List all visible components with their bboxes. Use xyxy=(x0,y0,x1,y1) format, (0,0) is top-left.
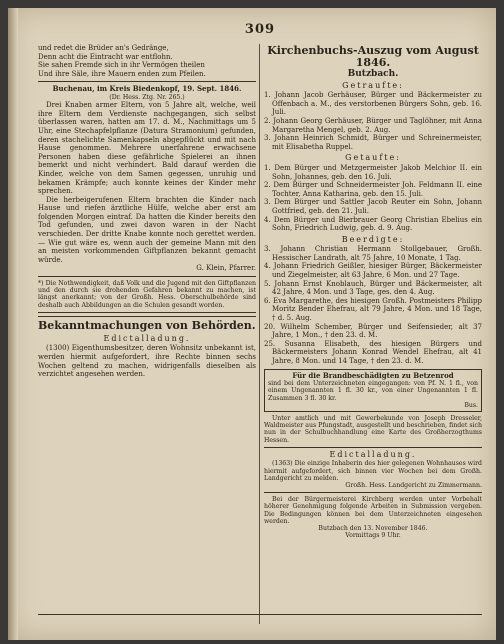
verse-line: Sie sahen Fremde sich in ihr Vermögen theilen xyxy=(38,61,205,70)
group-heading: Getaufte: xyxy=(345,153,401,163)
place-heading: Butzbach. xyxy=(347,69,399,79)
article-paragraph: Die herbeigerufenen Eltern brachten die Kinder nach Hause und riefen ärztliche Hülfe, welche aber erst am folgenden Morgen eintraf. Da hatten die Kinder bereits den Tod gefunden, und zwei davon waren in der Nacht verschieden. Der dritte Knabe konnte noch gerettet werden. — Wie gut wäre es, wenn auch der gemeine Mann mit den an meisten vorkommenden Giftpflanzen bekannt gemacht würde. xyxy=(38,195,256,264)
notice-title: Bekanntmachungen von Behörden. xyxy=(38,318,256,332)
register-entry: 1. Johann Jacob Gerhäuser, Bürger und Bäckermeister zu Offenbach a. M., des verstorbenen Bürgers Sohn, geb. 16. Juli. xyxy=(264,91,482,117)
notice-body: (1363) Die einzige Inhaberin des hier gelegenen Wohnhauses wird hiermit aufgefordert, sich binnen vier Wochen bei dem Großh. Landgericht zu melden. xyxy=(264,460,482,482)
verse-line: Denn acht die Eintracht war entflohn. xyxy=(38,52,173,61)
register-entry: 2. Johann Georg Gerhäuser, Bürger und Taglöhner, mit Anna Margaretha Mengel, geb. 2. Aug. xyxy=(264,116,482,134)
register-entry: 6. Eva Margarethe, des hiesigen Großh. Postmeisters Philipp Moritz Bender Ehefrau, alt 79 Jahre, 4 Mon. und 18 Tage, † d. 5. Aug. xyxy=(264,296,482,323)
register-entry: 25. Susanna Elisabeth, des hiesigen Bürgers und Bäckermeisters Johann Konrad Wendel Ehefrau, alt 41 Jahre, 8 Mon. und 14 Tage, † den 23. d. M. xyxy=(264,339,482,365)
divider xyxy=(38,276,256,277)
donation-signature: Bus. xyxy=(464,401,478,409)
register-entry: 5. Johann Ernst Knoblauch, Bürger und Bäckermeister, alt 42 Jahre, 4 Mon. und 3 Tage, ges. den 4. Aug. xyxy=(264,279,482,297)
register-entry: 1. Dem Bürger und Metzgermeister Jakob Melchior II. ein Sohn, Johannes, geb. den 16. Juli. xyxy=(264,163,482,181)
advert-text: Unter amtlich und mit Gewerbekunde von Joseph Dresseler, Waldmeister aus Pfungstadt, ausgestellt und beschrieben, findet sich nun in der Schulbuchhandlung eine Karte des Großherzogthums Hessen. xyxy=(264,415,482,444)
notice-body: Bei der Bürgermeisterei Kirchberg werden unter Vorbehalt höherer Genehmigung folgende Arbeiten in Submission vergeben. Die Bedingungen können bei dem Unterzeichneten eingesehen werden. xyxy=(264,496,482,525)
notice-time: Vormittags 9 Uhr. xyxy=(345,532,401,540)
register-entry: 20. Wilhelm Schember, Bürger und Seifensieder, alt 37 Jahre, 1 Mon., † den 23. d. M. xyxy=(264,322,482,340)
group-heading: Getraufte: xyxy=(342,80,404,90)
article-paragraph: Drei Knaben armer Eltern, von 5 Jahre alt, welche, weil ihre Eltern dem Verdienste nachgegangen, sich selbst überlassen waren, hatten am 17. d. M., Nachmittags um 5 Uhr, eine Stechapfelpflanze (Datura Stramonium) gefunden, deren stachelichte Samenkapseln abgepflückt und mit nach Hause genommen. Mehrere unerfahrene erwachsene Personen haben diese gefährliche Spielerei an ihnen bemerkt und nicht verhindert. Bald darauf werden die Kinder, welche von dem Samen gegessen, unruhig und bekamen Krämpfe; auch konnte keines der Kinder mehr sprechen. xyxy=(38,101,256,196)
left-column xyxy=(38,44,256,379)
page-gutter-shadow xyxy=(8,8,18,640)
page-number: 309 xyxy=(244,22,276,37)
notice-date: Butzbach den 13. November 1846. xyxy=(318,525,428,533)
divider xyxy=(264,492,482,493)
divider xyxy=(264,447,482,448)
divider xyxy=(38,312,256,317)
notice-body: (1300) Eigenthumsbesitzer, deren Wohnsitz unbekannt ist, werden hiermit aufgefordert, ihre Rechte binnen sechs Wochen geltend zu machen, widrigenfalls dieselben als verzichtet angesehen werden. xyxy=(38,344,256,379)
donation-title: Für die Brandbeschädigten zu Betzenrod xyxy=(292,370,454,380)
register-entry: 3. Dem Bürger und Sattler Jacob Reuter ein Sohn, Johann Gottfried, geb. den 21. Juli. xyxy=(264,198,482,215)
right-column xyxy=(264,44,482,539)
newspaper-page xyxy=(8,8,496,640)
register-entry: 4. Dem Bürger und Bierbrauer Georg Christian Ebelius ein Sohn, Friedrich Ludwig, geb. d. 9. Aug. xyxy=(264,215,482,233)
column-divider xyxy=(259,44,260,624)
article-dateline: Buchenau, im Kreis Biedenkopf, 19. Sept. 1846. xyxy=(52,84,242,94)
section-title: Kirchenbuchs-Auszug vom August 1846. xyxy=(267,44,479,69)
verse-line: und redet die Brüder an's Gedränge, xyxy=(38,44,169,52)
divider xyxy=(38,81,256,82)
register-entry: 3. Johann Christian Hermann Stollgebauer, Großh. Hessischer Landrath, alt 75 Jahre, 10 Monate, 1 Tag. xyxy=(264,245,482,262)
article-source: (Dr. Hess. Ztg. Nr. 265.) xyxy=(109,93,185,101)
notice-signature: Großh. Hess. Landgericht zu Zimmermann. xyxy=(345,482,482,490)
footnote: *) Die Nothwendigkeit, daß Volk und die Jugend mit den Giftpflanzen und den durch sie drohenden Gefahren bekannt zu machen, ist längst anerkannt; von der Großh. Hess. Oberschulbehörde sind deshalb auch Abbildungen an die Schulen gesandt worden. xyxy=(38,280,256,309)
register-entry: 3. Johann Heinrich Schmidt, Bürger und Schreinermeister, mit Elisabetha Ruppel. xyxy=(264,134,482,151)
verse-line: Und ihre Säle, ihre Mauern enden zum Pfeilen. xyxy=(38,69,206,78)
notice-subtitle: Edictalladung. xyxy=(329,449,417,459)
notice-subtitle: Edictalladung. xyxy=(103,333,191,343)
register-entry: 4. Johann Friedrich Geißler, hiesiger Bürger, Bäckermeister und Ziegelmeister, alt 63 Jahre, 6 Mon. und 27 Tage. xyxy=(264,262,482,280)
donation-body: sind bei dem Unterzeichneten eingegangen: von Pf. N. 1 fl., von einem Ungenannten 1 fl. 30 kr., von einer Ungenannten 1 fl. Zusammen 3 fl. 30 kr. xyxy=(268,380,478,402)
donation-box xyxy=(264,369,482,412)
article-signature: G. Klein, Pfarrer. xyxy=(196,264,256,273)
register-entry: 2. Dem Bürger und Schneidermeister Joh. Feldmann II. eine Tochter, Anna Katharina, geb. den 15. Juli. xyxy=(264,181,482,198)
bottom-rule xyxy=(38,614,482,615)
group-heading: Beerdigte: xyxy=(341,234,405,244)
